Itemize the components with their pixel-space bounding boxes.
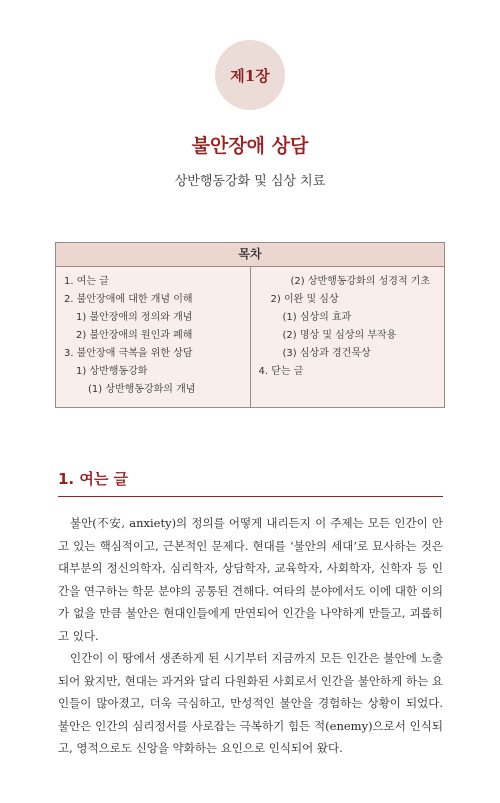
toc-item: (1) 심상의 효과 — [282, 312, 352, 323]
chapter-title: 불안장애 상담 — [191, 135, 309, 157]
toc-item: 1) 상반행동강화 — [76, 366, 148, 377]
paragraph: 인간이 이 땅에서 생존하게 된 시기부터 지금까지 모든 인간은 불안에 노출되어 왔지만, 현대는 과거와 달리 다원화된 사회로서 인간을 불안하게 하는 요인들이 많아졌고, 더욱 극심하고, 만성적인 불안을 경험하는 상황이 되었다. 불안은 인간의 심리정서를 사로잡는 극복하기 힘든 적(enemy)으로서 인식되고, 영적으로도 신앙을 약화하는 요인으로 인식되어 왔다. — [58, 651, 443, 755]
toc-item: 2. 불안장애에 대한 개념 이해 — [64, 294, 193, 305]
body-text — [58, 512, 443, 760]
toc-heading: 목차 — [56, 243, 444, 267]
paragraph: 불안(不安, anxiety)의 정의를 어떻게 내리든지 이 주제는 모든 인간이 안고 있는 핵심적이고, 근본적인 문제다. 현대를 ‘불안의 세대’로 묘사하는 것은 대부분의 정신의학자, 심리학자, 상담학자, 교육학자, 사회학자, 신학자 등 인간을 연구하는 학문 분야의 공통된 견해다. 여타의 분야에서도 이에 대한 이의가 없을 만큼 불안은 현대인들에게 만연되어 인간을 나약하게 만들고, 괴롭히고 있다. — [58, 516, 443, 643]
chapter-badge — [215, 40, 285, 110]
toc-item: 3. 불안장애 극복을 위한 상담 — [64, 348, 193, 359]
toc-item: (3) 심상과 경건묵상 — [282, 348, 371, 359]
section-heading: 1. 여는 글 — [58, 470, 129, 488]
chapter-label: 제1장 — [230, 66, 270, 85]
toc-item: (1) 상반행동강화의 개념 — [88, 384, 196, 395]
toc-item: 1. 여는 글 — [64, 276, 109, 287]
table-of-contents — [55, 242, 445, 408]
toc-item: 4. 닫는 글 — [258, 366, 304, 377]
chapter-subtitle: 상반행동강화 및 심상 치료 — [174, 174, 326, 189]
toc-item: 1) 불안장애의 정의와 개념 — [76, 312, 193, 323]
toc-right-column — [251, 267, 445, 408]
toc-item: 2) 불안장애의 원인과 폐해 — [76, 330, 193, 341]
toc-item: 2) 이완 및 심상 — [270, 294, 339, 305]
toc-item: (2) 상반행동강화의 성경적 기초 — [290, 276, 431, 287]
toc-left-column — [56, 267, 251, 408]
section-divider — [58, 496, 443, 497]
toc-item: (2) 명상 및 심상의 부작용 — [282, 330, 397, 341]
